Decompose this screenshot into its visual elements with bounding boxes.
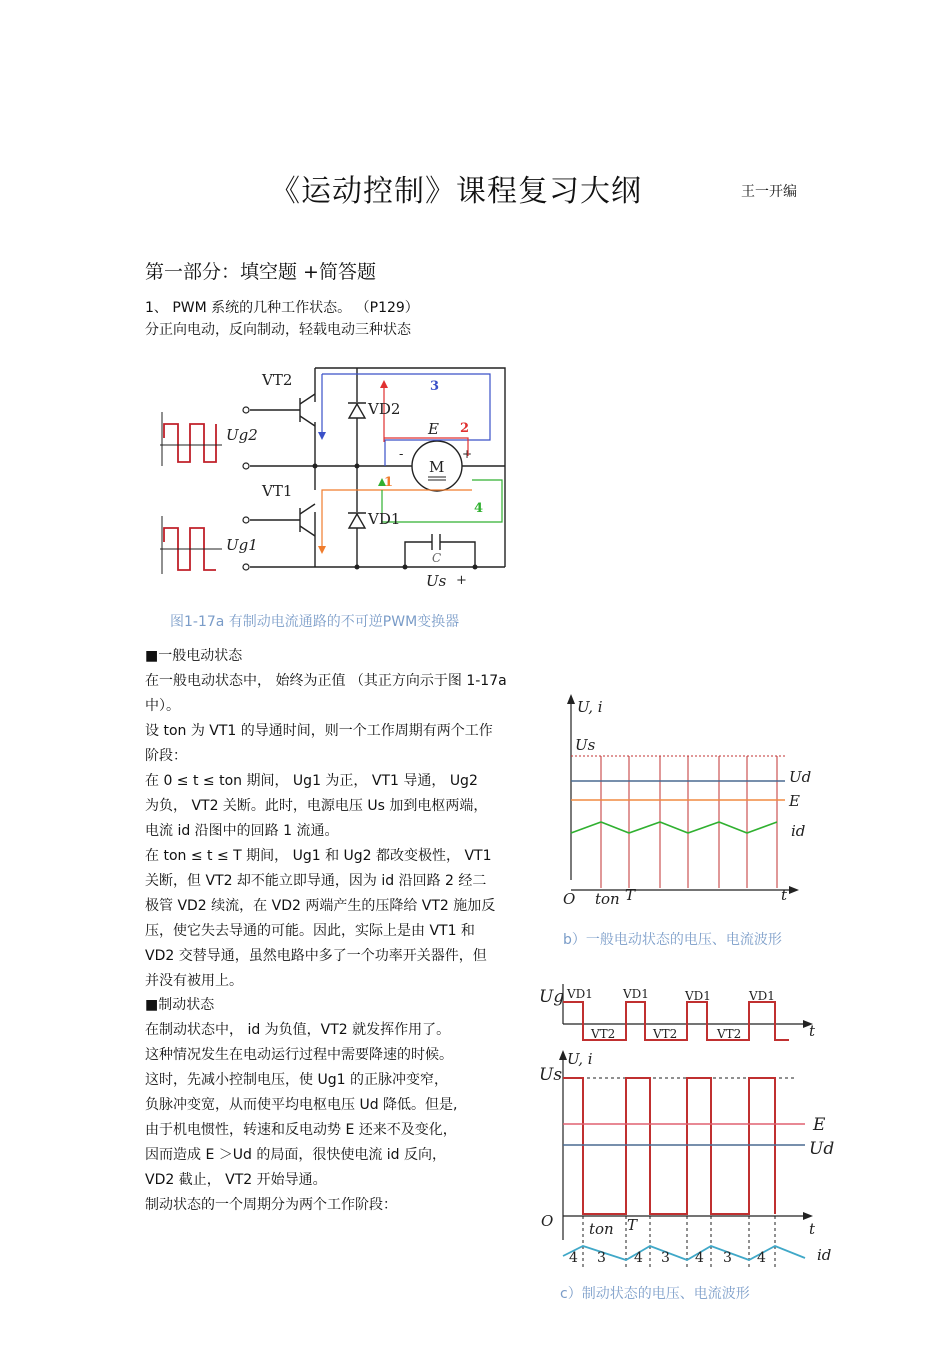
vd1-pulse-label: VD1 [749, 989, 775, 1003]
vd1-pulse-label: VD1 [623, 987, 649, 1001]
origin-label: O [563, 890, 576, 908]
motor-label: M [429, 458, 445, 476]
ton-label: ton [589, 1220, 614, 1238]
question-1: 1、 PWM 系统的几种工作状态。 （P129） [145, 300, 419, 316]
paragraph-line: 阶段： [145, 748, 187, 764]
paragraph-line: 中）。 [145, 698, 180, 714]
braking-waveform [535, 978, 845, 1274]
paragraph-line: 负脉冲变宽，从而使平均电枢电压 Ud 降低。但是, [145, 1097, 458, 1113]
svg-text:3: 3 [661, 1250, 670, 1266]
svg-text:+: + [456, 573, 467, 588]
ug2-waveform [164, 424, 216, 462]
vt2-pulse-label: VT2 [717, 1027, 742, 1041]
vd2-label: VD2 [368, 400, 401, 418]
paragraph-line: VD2 交替导通，虽然电路中多了一个功率开关器件，但 [145, 948, 487, 964]
id-label: id [791, 822, 806, 840]
paragraph-line: 在一般电动状态中， 始终为正值 （其正方向示于图 1-17a [145, 673, 507, 689]
period-label: T [627, 1216, 638, 1234]
path-2-label: 2 [460, 421, 470, 436]
svg-text:3: 3 [597, 1250, 606, 1266]
question-1-answer: 分正向电动，反向制动，轻载电动三种状态 [145, 322, 411, 338]
paragraph-line: 这时，先减小控制电压，使 Ug1 的正脉冲变窄， [145, 1072, 448, 1088]
ud-label: Ud [809, 1139, 835, 1159]
vt2-pulse-label: VT2 [591, 1027, 616, 1041]
vt2-pulse-label: VT2 [653, 1027, 678, 1041]
svg-text:-: - [399, 447, 404, 462]
paragraph-line: 由于机电惯性，转速和反电动势 E 还来不及变化， [145, 1122, 457, 1138]
time-axis-label: t [809, 1220, 816, 1238]
author-name: 王一开编 [741, 184, 797, 200]
svg-text:+: + [462, 447, 473, 461]
paragraph-line: 压，使它失去导通的可能。因此，实际上是由 VT1 和 [145, 923, 475, 939]
document-title: 《运动控制》课程复习大纲 [270, 174, 642, 209]
axis-label-ui: U, i [567, 1050, 593, 1068]
id-label: id [817, 1246, 832, 1264]
paragraph-line: 在 ton ≤ t ≤ T 期间， Ug1 和 Ug2 都改变极性， VT1 [145, 848, 492, 864]
back-emf-label: E [428, 420, 439, 438]
period-label: T [625, 886, 636, 904]
us-pulse-grid [601, 756, 777, 888]
figure-a-caption: 图1-17a 有制动电流通路的不可逆PWM变换器 [170, 614, 460, 630]
ud-label: Ud [789, 768, 812, 786]
svg-text:4: 4 [569, 1250, 578, 1266]
us-pulse-waveform [563, 1078, 775, 1214]
vt1-label: VT1 [262, 482, 293, 500]
paragraph-line: 并没有被用上。 [145, 973, 243, 989]
id-waveform [571, 822, 777, 833]
svg-text:4: 4 [634, 1250, 643, 1266]
origin-label: O [541, 1212, 554, 1230]
paragraph-line: 因而造成 E ＞Ud 的局面，很快使电流 id 反向， [145, 1147, 447, 1163]
ug1-label: Ug1 [226, 536, 258, 554]
us-label: Us [575, 736, 596, 754]
e-label: E [813, 1115, 826, 1135]
paragraph-line: 为负， VT2 关断。此时，电源电压 Us 加到电枢两端， [145, 798, 488, 814]
path-1-label: 1 [384, 475, 394, 490]
figure-b-caption: b）一般电动状态的电压、电流波形 [563, 932, 782, 948]
vt2-label: VT2 [262, 371, 293, 389]
pwm-converter-circuit [150, 362, 520, 597]
paragraph-line: 设 ton 为 VT1 的导通时间，则一个工作周期有两个工作 [145, 723, 493, 739]
svg-text:3: 3 [723, 1250, 732, 1266]
paragraph-line: 这种情况发生在电动运行过程中需要降速的时候。 [145, 1047, 453, 1063]
general-state-heading: ■一般电动状态 [145, 648, 243, 664]
general-motoring-waveform [555, 690, 815, 916]
us-label: Us [539, 1065, 563, 1085]
path-4-label: 4 [474, 501, 484, 516]
path-3-label: 3 [430, 379, 440, 394]
vd1-pulse-label: VD1 [685, 989, 711, 1003]
paragraph-line: 极管 VD2 续流，在 VD2 两端产生的压降给 VT2 施加反 [145, 898, 496, 914]
paragraph-line: 在制动状态中， id 为负值，VT2 就发挥作用了。 [145, 1022, 451, 1038]
paragraph-line: VD2 截止， VT2 开始导通。 [145, 1172, 327, 1188]
paragraph-line: 制动状态的一个周期分为两个工作阶段： [145, 1197, 397, 1213]
ug-label: Ug [539, 987, 565, 1007]
supply-voltage-label: Us [426, 572, 447, 590]
figure-c-caption: c）制动状态的电压、电流波形 [560, 1286, 750, 1302]
capacitor-label: C [432, 551, 442, 565]
vd1-label: VD1 [368, 510, 401, 528]
ton-label: ton [595, 890, 620, 908]
paragraph-line: 在 0 ≤ t ≤ ton 期间， Ug1 为正， VT1 导通， Ug2 [145, 773, 478, 789]
section-heading: 第一部分：填空题 +简答题 [145, 261, 376, 283]
paragraph-line: 电流 id 沿图中的回路 1 流通。 [145, 823, 339, 839]
svg-text:4: 4 [757, 1250, 766, 1266]
time-axis-label: t [781, 886, 788, 904]
ug2-label: Ug2 [226, 426, 258, 444]
svg-text:t: t [809, 1022, 816, 1040]
svg-text:4: 4 [695, 1250, 704, 1266]
e-label: E [789, 792, 800, 810]
paragraph-line: 关断，但 VT2 却不能立即导通，因为 id 沿回路 2 经二 [145, 873, 487, 889]
vd1-pulse-label: VD1 [567, 987, 593, 1001]
braking-state-heading: ■制动状态 [145, 997, 215, 1013]
axis-label-ui: U, i [577, 698, 603, 716]
